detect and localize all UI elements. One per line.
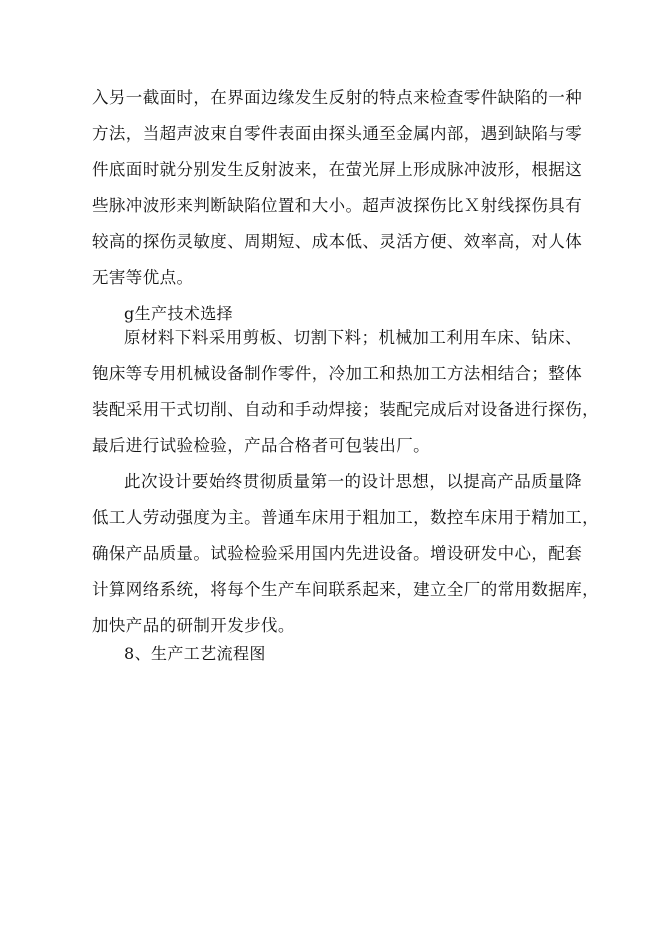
text-line: 低工人劳动强度为主。普通车床用于粗加工，数控车床用于精加工， xyxy=(92,508,599,527)
section-8-heading-block xyxy=(92,636,582,672)
text-line: 方法，当超声波束自零件表面由探头通至金属内部，遇到缺陷与零 xyxy=(92,124,583,143)
text-line: 最后进行试验检验，产品合格者可包装出厂。 xyxy=(92,436,430,455)
text-line: 铇床等专用机械设备制作零件，冷加工和热加工方法相结合；整体 xyxy=(92,364,583,383)
text-line: 件底面时就分别发生反射波来，在萤光屏上形成脉冲波形，根据这 xyxy=(92,160,583,179)
text-line: 原材料下料采用剪板、切割下料；机械加工利用车床、钻床、 xyxy=(124,328,582,347)
text-line: 较高的探伤灵敏度、周期短、成本低、灵活方便、效率高，对人体 xyxy=(92,232,583,251)
text-line: 加快产品的研制开发步伐。 xyxy=(92,616,295,635)
text-line: 装配采用干式切削、自动和手动焊接；装配完成后对设备进行探伤， xyxy=(92,400,599,419)
text-line: 此次设计要始终贯彻质量第一的设计思想，以提高产品质量降 xyxy=(124,472,582,491)
paragraph-design-philosophy xyxy=(92,464,599,644)
text-line: 些脉冲波形来判断缺陷位置和大小。超声波探伤比Ｘ射线探伤具有 xyxy=(92,196,583,215)
section-heading: 8、生产工艺流程图 xyxy=(124,644,266,663)
paragraph-ultrasonic-testing xyxy=(92,80,582,296)
section-heading: g生产技术选择 xyxy=(124,304,234,323)
text-line: 无害等优点。 xyxy=(92,268,194,287)
paragraph-production-technology xyxy=(92,320,599,464)
text-line: 确保产品质量。试验检验采用国内先进设备。增设研发中心，配套 xyxy=(92,544,583,563)
text-line: 入另一截面时，在界面边缘发生反射的特点来检查零件缺陷的一种 xyxy=(92,88,583,107)
text-line: 计算网络系统，将每个生产车间联系起来，建立全厂的常用数据库， xyxy=(92,580,599,599)
